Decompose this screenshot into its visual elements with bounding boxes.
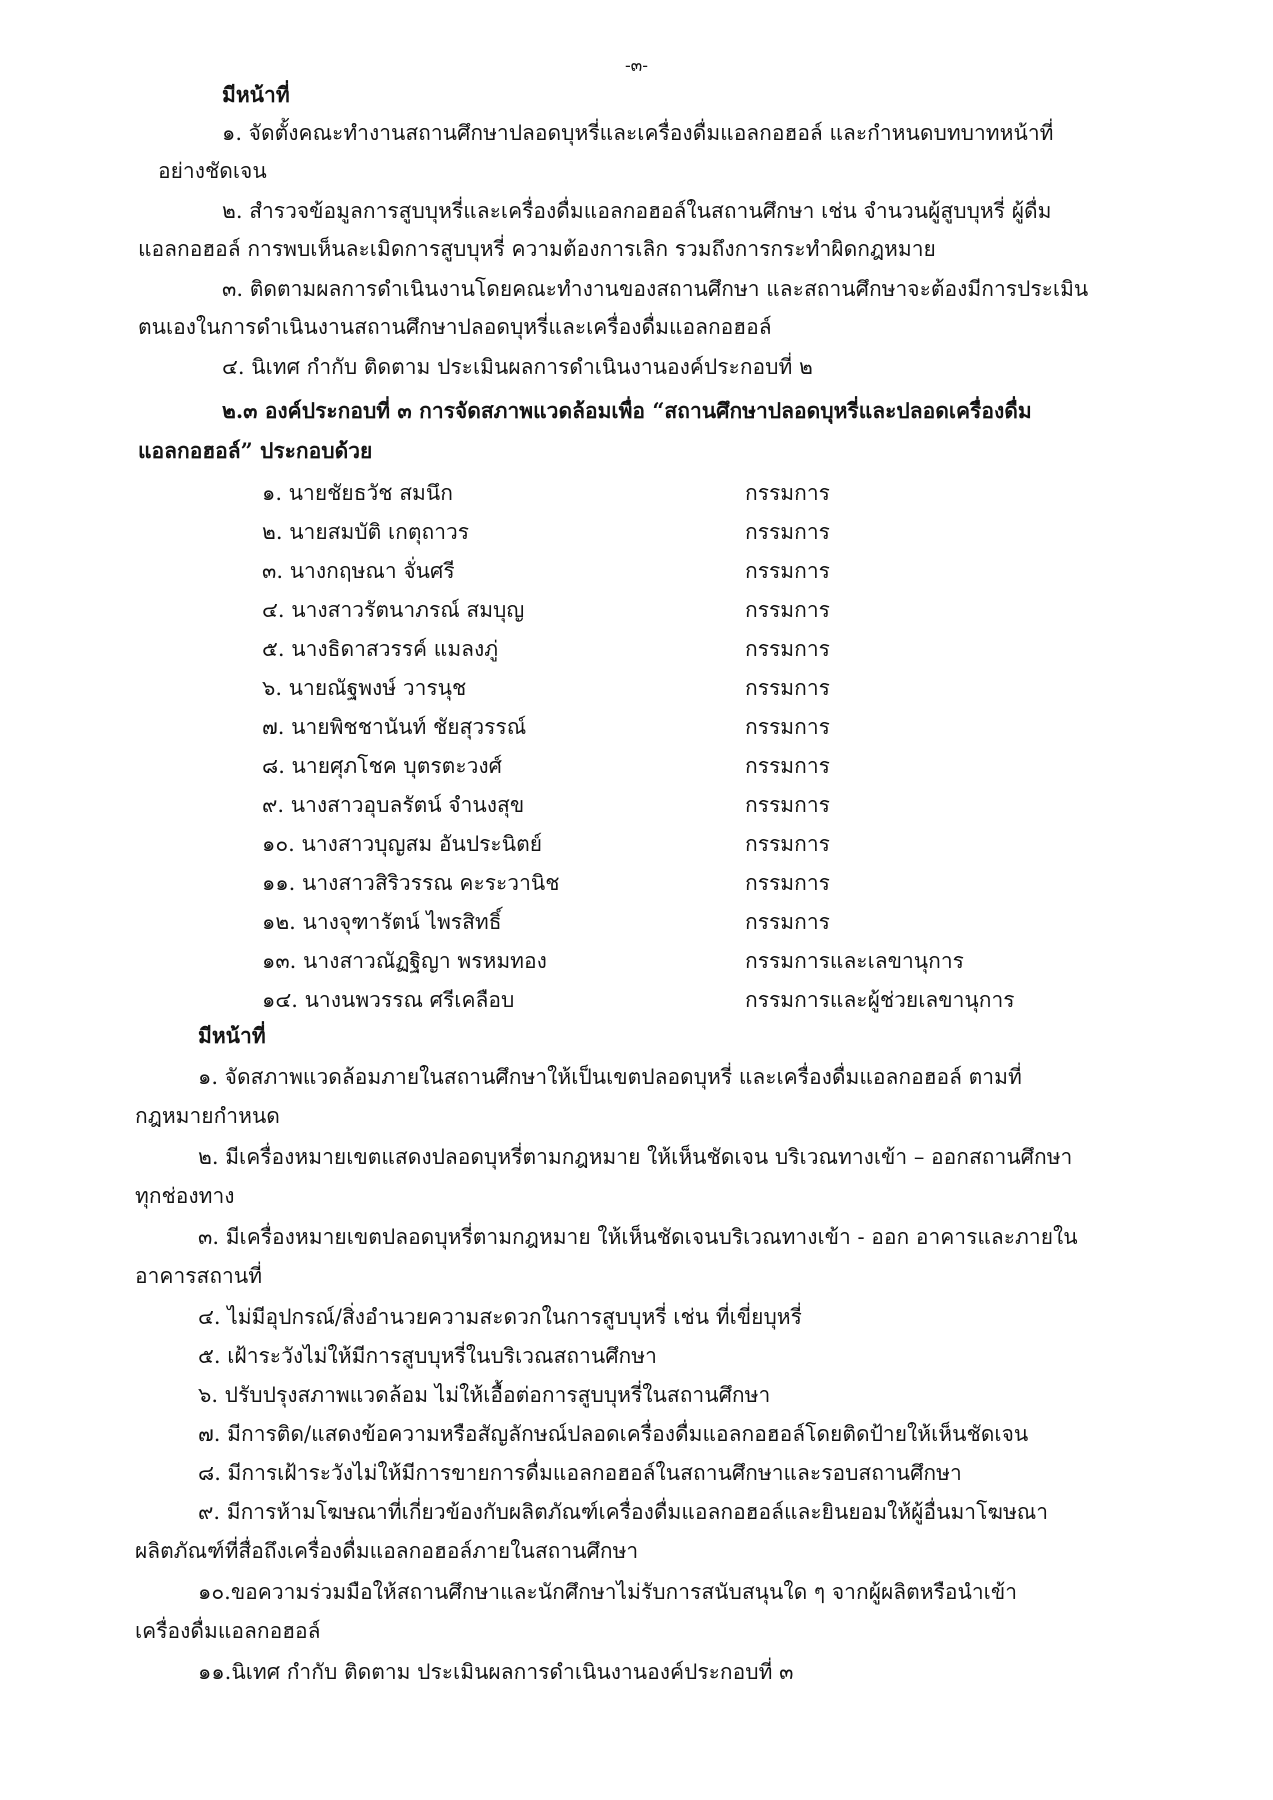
member-role: กรรมการ [745,637,830,661]
member-role: กรรมการ [745,481,830,505]
s2-item-10-line2: เครื่องดื่มแอลกอฮอล์ [135,1619,321,1643]
s1-item-2-line2: แอลกอฮอล์ การพบเห็นละเมิดการสูบบุหรี่ ความต้องการเลิก รวมถึงการกระทำผิดกฎหมาย [138,237,936,261]
member-role: กรรมการ [745,871,830,895]
duties-heading-2: มีหน้าที่ [198,1023,266,1048]
s2-item-9-line1: ๙. มีการห้ามโฆษณาที่เกี่ยวข้องกับผลิตภัณฑ์เครื่องดื่มแอลกอฮอล์และยินยอมให้ผู้อื่นมาโฆษณา [198,1500,1049,1524]
s1-item-1-line1: ๑. จัดตั้งคณะทำงานสถานศึกษาปลอดบุหรี่และเครื่องดื่มแอลกอฮอล์ และกำหนดบทบาทหน้าที่ [222,121,1054,145]
member-name: ๓. นางกฤษณา จั่นศรี [262,559,455,583]
s2-item-1-line2: กฎหมายกำหนด [135,1104,280,1128]
s2-item-6: ๖. ปรับปรุงสภาพแวดล้อม ไม่ให้เอื้อต่อการสูบบุหรี่ในสถานศึกษา [198,1383,771,1407]
member-name: ๑๑. นางสาวสิริวรรณ คะระวานิช [262,871,560,895]
s1-item-3-line2: ตนเองในการดำเนินงานสถานศึกษาปลอดบุหรี่และเครื่องดื่มแอลกอฮอล์ [138,315,772,339]
member-role: กรรมการและเลขานุการ [745,949,964,973]
member-role: กรรมการและผู้ช่วยเลขานุการ [745,988,1015,1012]
s2-item-3-line1: ๓. มีเครื่องหมายเขตปลอดบุหรี่ตามกฎหมาย ให้เห็นชัดเจนบริเวณทางเข้า - ออก อาคารและภายใน [198,1225,1078,1249]
member-name: ๑๒. นางจุฑารัตน์ ไพรสิทธิ์ [262,910,502,934]
member-name: ๙. นางสาวอุบลรัตน์ จำนงสุข [262,793,525,817]
member-name: ๑๐. นางสาวบุญสม อันประนิตย์ [262,832,543,856]
member-name: ๘. นายศุภโชค บุตรตะวงศ์ [262,754,502,778]
s2-item-5: ๕. เฝ้าระวังไม่ให้มีการสูบบุหรี่ในบริเวณสถานศึกษา [198,1344,657,1368]
s2-item-3-line2: อาคารสถานที่ [135,1264,263,1288]
member-role: กรรมการ [745,754,830,778]
member-name: ๑๓. นางสาวณัฏฐิญา พรหมทอง [262,949,547,973]
section-heading-line2: แอลกอฮอล์” ประกอบด้วย [138,438,373,463]
member-role: กรรมการ [745,598,830,622]
s2-item-8: ๘. มีการเฝ้าระวังไม่ให้มีการขายการดื่มแอลกอฮอล์ในสถานศึกษาและรอบสถานศึกษา [198,1461,962,1485]
s2-item-4: ๔. ไม่มีอุปกรณ์/สิ่งอำนวยความสะดวกในการสูบบุหรี่ เช่น ที่เขี่ยบุหรี่ [198,1305,802,1329]
member-role: กรรมการ [745,559,830,583]
member-name: ๑. นายชัยธวัช สมนึก [262,481,453,505]
member-name: ๑๔. นางนพวรรณ ศรีเคลือบ [262,988,515,1012]
member-name: ๖. นายณัฐพงษ์ วารนุช [262,676,467,700]
s2-item-10-line1: ๑๐.ขอความร่วมมือให้สถานศึกษาและนักศึกษาไม่รับการสนับสนุนใด ๆ จากผู้ผลิตหรือนำเข้า [198,1580,1018,1604]
s1-item-1-line2: อย่างชัดเจน [158,159,267,183]
s2-item-2-line2: ทุกช่องทาง [135,1184,235,1208]
member-name: ๕. นางธิดาสวรรค์ แมลงภู่ [262,637,499,661]
member-role: กรรมการ [745,832,830,856]
s2-item-9-line2: ผลิตภัณฑ์ที่สื่อถึงเครื่องดื่มแอลกอฮอล์ภายในสถานศึกษา [135,1539,639,1563]
s2-item-2-line1: ๒. มีเครื่องหมายเขตแสดงปลอดบุหรี่ตามกฎหมาย ให้เห็นชัดเจน บริเวณทางเข้า – ออกสถานศึกษา [198,1145,1073,1169]
s2-item-11: ๑๑.นิเทศ กำกับ ติดตาม ประเมินผลการดำเนินงานองค์ประกอบที่ ๓ [198,1660,794,1684]
s1-item-3-line1: ๓. ติดตามผลการดำเนินงานโดยคณะทำงานของสถานศึกษา และสถานศึกษาจะต้องมีการประเมิน [222,277,1089,301]
member-role: กรรมการ [745,793,830,817]
duties-heading-1: มีหน้าที่ [222,82,290,107]
member-role: กรรมการ [745,910,830,934]
member-role: กรรมการ [745,715,830,739]
member-name: ๗. นายพิชชานันท์ ชัยสุวรรณ์ [262,715,527,739]
member-role: กรรมการ [745,676,830,700]
s2-item-1-line1: ๑. จัดสภาพแวดล้อมภายในสถานศึกษาให้เป็นเขตปลอดบุหรี่ และเครื่องดื่มแอลกอฮอล์ ตามที่ [198,1065,1022,1089]
s1-item-4: ๔. นิเทศ กำกับ ติดตาม ประเมินผลการดำเนินงานองค์ประกอบที่ ๒ [222,355,813,379]
member-name: ๒. นายสมบัติ เกตุถาวร [262,520,470,544]
member-name: ๔. นางสาวรัตนาภรณ์ สมบุญ [262,598,525,622]
s2-item-7: ๗. มีการติด/แสดงข้อความหรือสัญลักษณ์ปลอดเครื่องดื่มแอลกอฮอล์โดยติดป้ายให้เห็นชัดเจน [198,1422,1029,1446]
section-heading-line1: ๒.๓ องค์ประกอบที่ ๓ การจัดสภาพแวดล้อมเพื่อ “สถานศึกษาปลอดบุหรี่และปลอดเครื่องดื่ม [222,398,1032,423]
s1-item-2-line1: ๒. สำรวจข้อมูลการสูบบุหรี่และเครื่องดื่มแอลกอฮอล์ในสถานศึกษา เช่น จำนวนผู้สูบบุหรี่ ผู้ดื่ม [222,199,1052,223]
page-number: -๓- [624,56,649,76]
member-role: กรรมการ [745,520,830,544]
